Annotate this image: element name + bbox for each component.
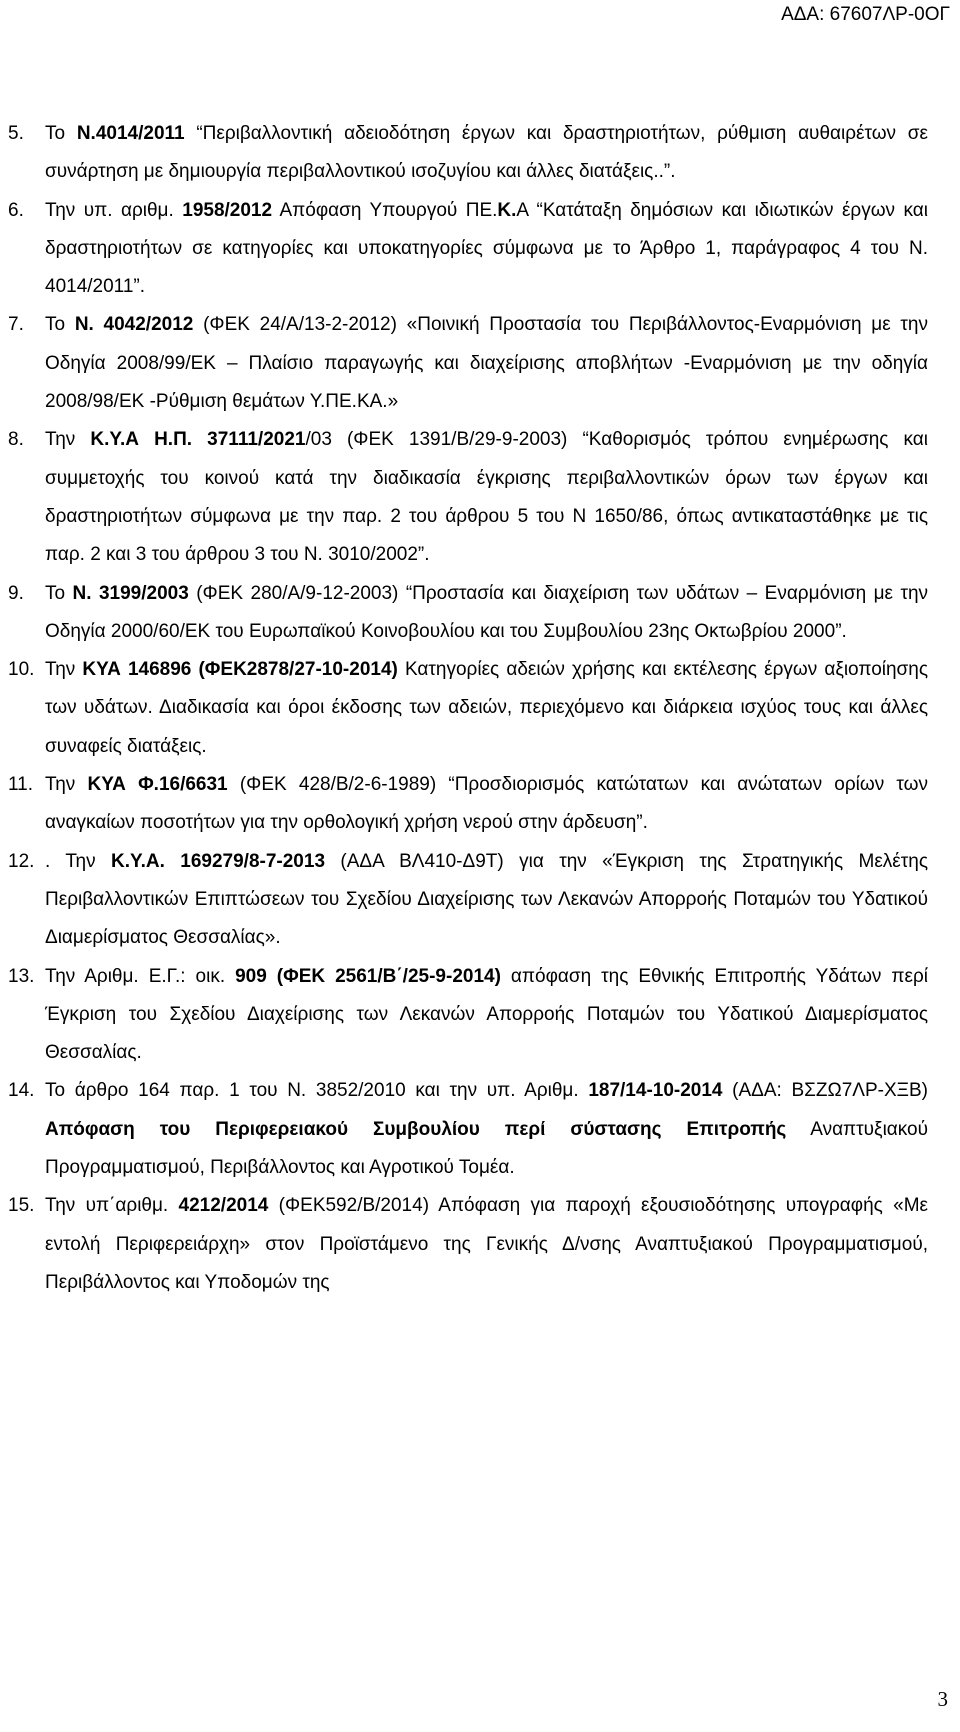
reference-item: [8, 115, 928, 192]
item-text: Αναπτυξιακού Προγραμματισμού, Περιβάλλοντος και Αγροτικού Τομέα.: [45, 1118, 928, 1179]
item-number: 6.: [8, 199, 24, 221]
item-number: 5.: [8, 123, 24, 144]
item-text: Την υπ΄αριθμ.: [45, 1195, 179, 1217]
item-text: Την Αριθμ. Ε.Γ.: οικ.: [45, 965, 236, 987]
item-bold-text: Ν. 4042/2012: [74, 314, 194, 336]
item-text: Την: [45, 429, 91, 451]
item-number: 9.: [8, 582, 24, 604]
item-text: (ΑΔΑ ΒΛ410-Δ9Τ) για την «Έγκριση της Στρατηγικής Μελέτης Περιβαλλοντικών Επιπτώσεων του Σχεδίου Διαχείρισης των Λεκανών Απορροής Ποταμών του Υδατικού Διαμερίσματος Θεσσαλίας».: [45, 850, 928, 949]
item-bold-text: ΚΥΑ Φ.16/6631: [87, 774, 228, 796]
legal-references-list: [8, 115, 928, 1302]
item-text: Το: [45, 123, 77, 144]
item-text: Α “Κατάταξη δημόσιων και ιδιωτικών έργων και δραστηριοτήτων σε κατηγορίες και υποκατηγορίες σύμφωνα με το Άρθρο 1, παράγραφος 4 του Ν. 4014/2011”.: [45, 199, 928, 298]
item-number: 14.: [8, 1080, 35, 1102]
item-text: (ΦΕΚ592/Β/2014) Απόφαση για παροχή εξουσιοδότησης υπογραφής «Με εντολή Περιφερειάρχη» στον Προϊστάμενο της Γενικής Δ/νσης Αναπτυξιακού Προγραμματισμού, Περιβάλλοντος και Υποδομών της: [45, 1195, 928, 1293]
reference-item: [8, 306, 928, 421]
item-number: 12.: [8, 850, 35, 872]
item-bold-text: Κ.: [497, 199, 517, 221]
item-text: (ΦΕΚ 280/Α/9-12-2003) “Προστασία και διαχείριση των υδάτων – Εναρμόνιση με την Οδηγία 2000/60/ΕΚ του Ευρωπαϊκού Κοινοβουλίου και του Συμβουλίου 23ης Οκτωβρίου 2000”.: [45, 582, 929, 642]
reference-item: [8, 1072, 928, 1187]
reference-item: [8, 575, 928, 652]
item-bold-text: Κ.Υ.Α. 169279/8-7-2013: [111, 850, 326, 872]
item-text: “Περιβαλλοντική αδειοδότηση έργων και δραστηριοτήτων, ρύθμιση αυθαιρέτων σε συνάρτηση με δημιουργία περιβαλλοντικού ισοζυγίου και άλλες διατάξεις..”.: [45, 123, 928, 183]
item-bold-text: Κ.Υ.Α Η.Π. 37111/2021: [90, 429, 306, 451]
item-text: Την υπ. αριθμ.: [45, 199, 183, 221]
item-text: (ΦΕΚ 428/Β/2-6-1989) “Προσδιορισμός κατώτατων και ανώτατων ορίων των αναγκαίων ποσοτήτων για την ορθολογική χρήση νερού στην άρδευση”.: [45, 774, 928, 834]
ada-code: ΑΔΑ: 67607ΛΡ-0ΟΓ: [781, 4, 950, 25]
item-bold-text: 187/14-10-2014: [588, 1080, 723, 1102]
page-number: 3: [937, 1687, 948, 1711]
item-text: Απόφαση Υπουργού ΠΕ.: [272, 199, 498, 221]
item-text: Το άρθρο 164 παρ. 1 του Ν. 3852/2010 και την υπ. Αριθμ.: [45, 1080, 589, 1102]
item-number: 10.: [8, 659, 35, 681]
item-text: Κατηγορίες αδειών χρήσης και εκτέλεσης έργων αξιοποίησης των υδάτων. Διαδικασία και όροι έκδοσης των αδειών, περιεχόμενο και διάρκεια ισχύος τους και άλλες συναφείς διατάξεις.: [45, 659, 928, 757]
reference-item: [8, 843, 928, 958]
item-text: Το: [45, 582, 73, 604]
item-bold-text: Απόφαση του Περιφερειακού Συμβουλίου περί σύστασης Επιτροπής: [45, 1118, 787, 1140]
item-bold-text: 1958/2012: [182, 199, 273, 221]
item-text: /03 (ΦΕΚ 1391/Β/29-9-2003) “Καθορισμός τρόπου ενημέρωσης και συμμετοχής του κοινού κατά την διαδικασία έγκρισης περιβαλλοντικών όρων των έργων και δραστηριοτήτων σύμφωνα με την παρ. 2 του άρθρου 5 του Ν 1650/86, όπως αντικαταστάθηκε με τις παρ. 2 και 3 του άρθρου 3 του Ν. 3010/2002”.: [45, 429, 929, 566]
item-number: 13.: [8, 965, 35, 987]
reference-item: [8, 421, 928, 574]
item-number: 11.: [8, 774, 34, 796]
reference-item: [8, 958, 928, 1073]
item-bold-text: 4212/2014: [178, 1195, 269, 1217]
reference-item: [8, 1187, 928, 1302]
item-text: (ΦΕΚ 24/Α/13-2-2012) «Ποινική Προστασία του Περιβάλλοντος-Εναρμόνιση με την Οδηγία 2008/99/ΕΚ – Πλαίσιο παραγωγής και διαχείρισης αποβλήτων -Εναρμόνιση με την οδηγία 2008/98/ΕΚ -Ρύθμιση θεμάτων Υ.ΠΕ.ΚΑ.»: [45, 314, 928, 413]
item-bold-text: ΚΥΑ 146896 (ΦΕΚ2878/27-10-2014): [82, 659, 398, 681]
item-text: Το: [45, 314, 75, 336]
item-text: απόφαση της Εθνικής Επιτροπής Υδάτων περί Έγκριση του Σχεδίου Διαχείρισης των Λεκανών Απορροής Ποταμών του Υδατικού Διαμερίσματος Θεσσαλίας.: [45, 965, 928, 1064]
item-bold-text: Ν. 3199/2003: [72, 582, 189, 604]
reference-item: [8, 766, 928, 843]
reference-item: [8, 192, 928, 307]
item-bold-text: Ν.4014/2011: [76, 123, 185, 144]
reference-item: [8, 651, 928, 766]
item-number: 8.: [8, 429, 24, 451]
item-number: 15.: [8, 1195, 35, 1217]
item-text: . Την: [45, 850, 112, 872]
item-text: Την: [45, 659, 83, 681]
item-number: 7.: [8, 314, 24, 336]
item-text: Την: [45, 774, 88, 796]
item-bold-text: 909 (ΦΕΚ 2561/Β΄/25-9-2014): [235, 965, 501, 987]
item-text: (ΑΔΑ: ΒΣΖΩ7ΛΡ-ΧΞΒ): [722, 1080, 928, 1102]
